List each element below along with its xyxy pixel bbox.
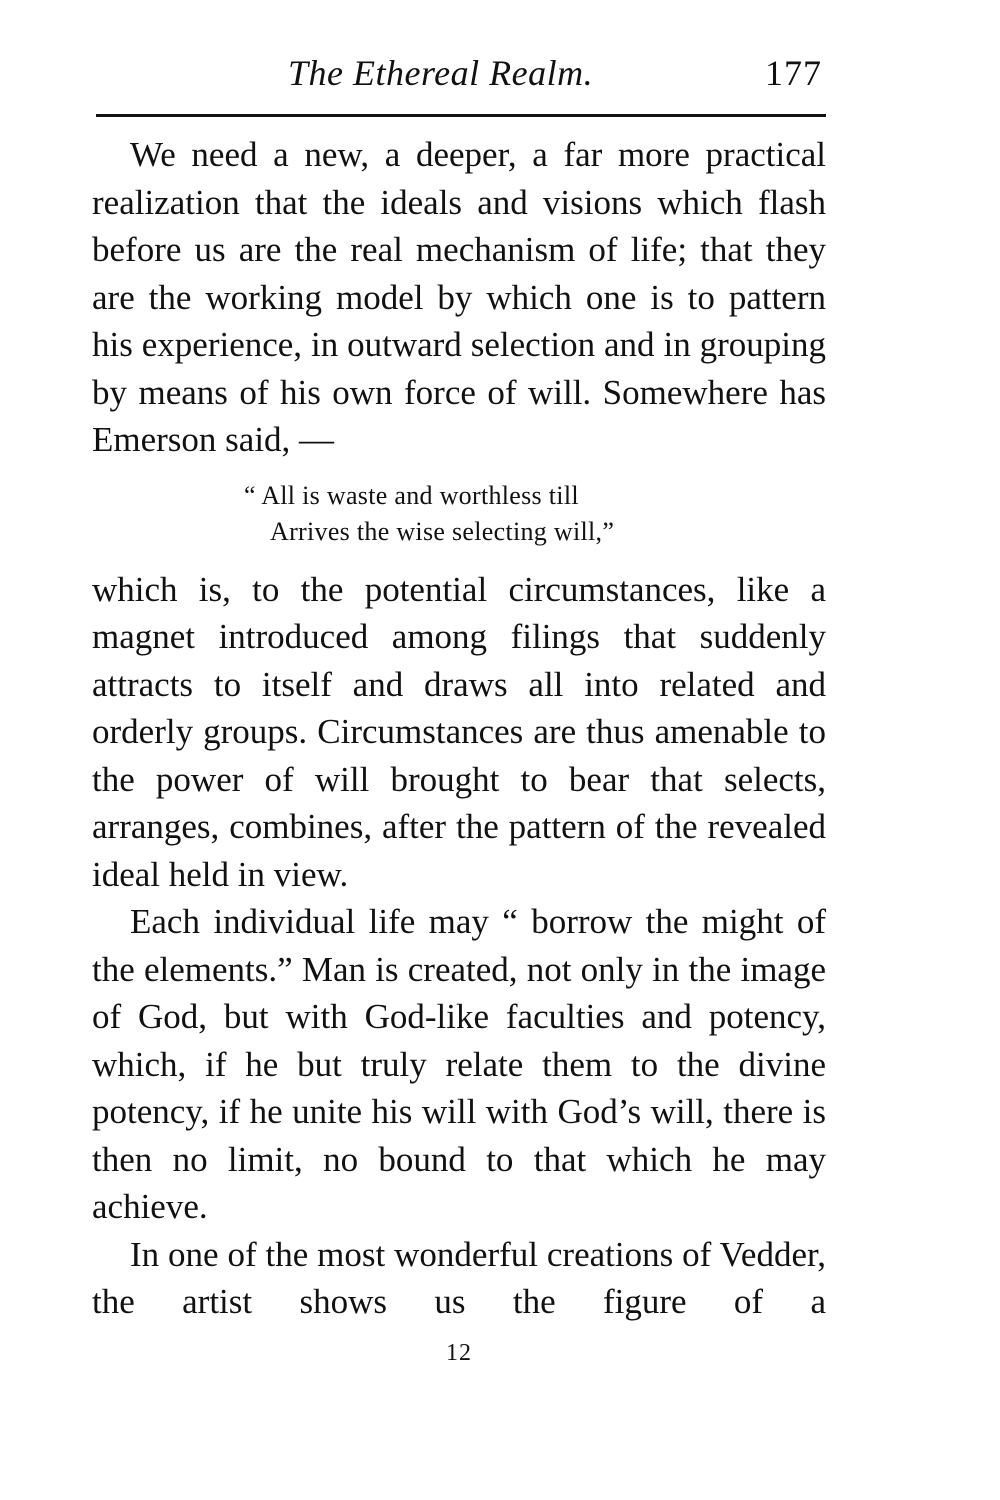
running-header (92, 40, 826, 100)
header-rule (96, 114, 826, 117)
signature-mark: 12 (446, 1339, 472, 1366)
paragraph: Each individual life may “ borrow the might of the elements.” Man is created, not only in the image of God, but with God-like faculties and potency, which, if he but truly relate them to the divine potency, if he unite his will with God’s will, there is then no limit, no bound to that which he may achieve. (92, 902, 826, 1226)
verse-quotation (244, 478, 826, 550)
quote-line: “ All is waste and worthless till (244, 480, 579, 510)
paragraph: which is, to the potential circumstances, like a magnet introduced among filings that suddenly attracts to itself and draws all into related and orderly groups. Circumstances are thus amenable to the power of will brought to bear that selects, arranges, combines, after the pattern of the revealed ideal held in view. (92, 569, 826, 894)
quote-line: Arrives the wise selecting will,” (270, 516, 615, 546)
book-page (92, 40, 826, 1367)
running-title: The Ethereal Realm. (288, 53, 594, 93)
paragraph: We need a new, a deeper, a far more practical realization that the ideals and visions which flash before us are the real mechanism of life; that they are the working model by which one is to pattern his experience, in outward selection and in grouping by means of his own force of will. Somewhere has Emerson said, — (92, 135, 826, 459)
page-number: 177 (765, 53, 822, 93)
paragraph: In one of the most wonderful creations of Vedder, the artist shows us the figure of a (92, 1234, 826, 1321)
